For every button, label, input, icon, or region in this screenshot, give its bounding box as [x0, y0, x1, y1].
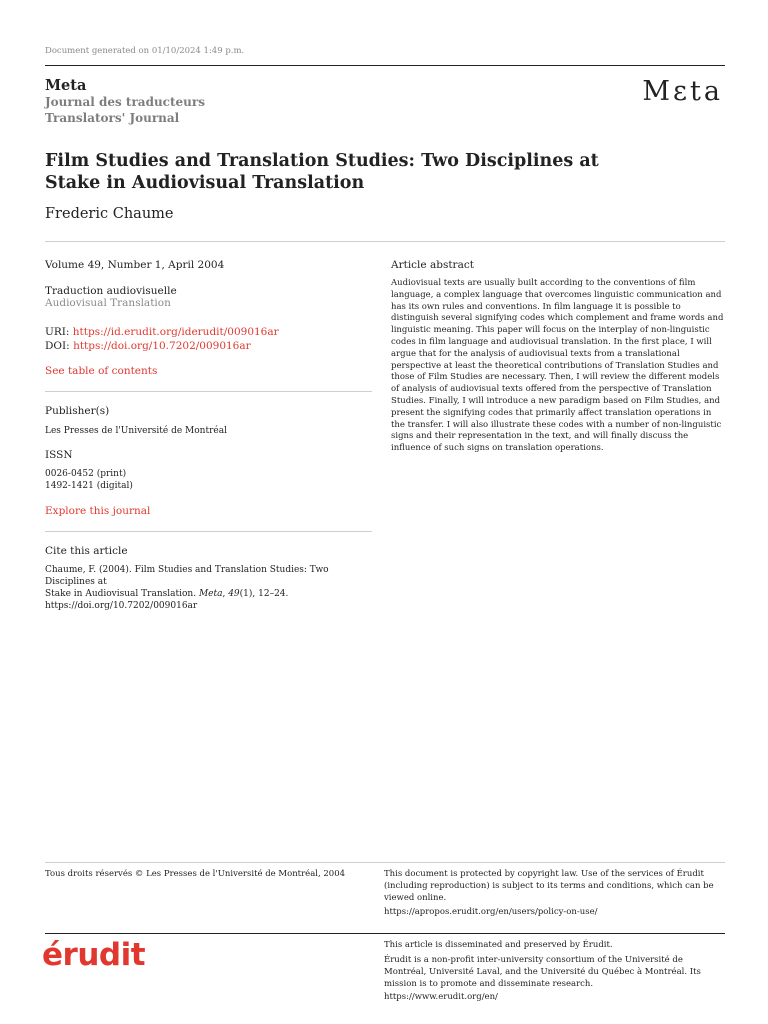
issn-digital: 1492-1421 (digital) [45, 481, 133, 491]
footer-divider [45, 862, 725, 863]
publisher-name: Les Presses de l'Université de Montréal [45, 426, 227, 436]
issn-heading: ISSN [45, 449, 73, 461]
table-of-contents-link[interactable]: See table of contents [45, 365, 158, 377]
doi-link[interactable]: https://doi.org/10.7202/009016ar [73, 340, 251, 352]
journal-name: Meta [45, 77, 87, 94]
abstract-text: Audiovisual texts are usually built according to the conventions of film language, a complex language that overcomes linguistic communication and has its own rules and conventions. In film language it is possible to distinguish several signifying codes which complement and frame words and linguistic meaning. This paper will focus on the interplay of non-linguistic codes in film language and audiovisual translation. In the first place, I will argue that for the analysis of audiovisual texts from a translational perspective at least the theoretical contributions of Translation Studies and those of Film Studies are necessary. Then, I will review the different models of analysis of audiovisual texts offered from the perspective of Translation Studies. Finally, I will introduce a new paradigm based on Film Studies, and present the signifying codes that primarily affect translation operations in the transfer. I will also illustrate these codes with a number of non-linguistic signs and their representation in the text, and will finally discuss the influence of such signs on translation operations. [391, 278, 724, 454]
doi-label: DOI: [45, 340, 70, 352]
volume-info: Volume 49, Number 1, April 2004 [45, 259, 225, 271]
section-en: Audiovisual Translation [45, 297, 171, 309]
left-divider-1 [45, 391, 372, 392]
cite-heading: Cite this article [45, 545, 128, 557]
footer-divider-2 [45, 933, 725, 934]
publisher-heading: Publisher(s) [45, 405, 110, 417]
uri-label: URI: [45, 326, 70, 338]
meta-logo: Mεta [642, 76, 723, 107]
abstract-heading: Article abstract [391, 259, 474, 271]
section-fr: Traduction audiovisuelle [45, 285, 177, 297]
citation [45, 564, 375, 612]
disseminated-notice: This article is disseminated and preserved by Érudit. [384, 940, 613, 950]
generated-date: Document generated on 01/10/2024 1:49 p.m. [45, 46, 245, 56]
citation-line-1: Chaume, F. (2004). Film Studies and Translation Studies: Two Disciplines at [45, 565, 329, 587]
left-divider-2 [45, 531, 372, 532]
article-author: Frederic Chaume [45, 206, 174, 222]
uri-row [45, 326, 279, 338]
erudit-logo: érudit [42, 937, 146, 973]
journal-subtitle-fr: Journal des traducteurs [45, 95, 205, 109]
citation-doi: https://doi.org/10.7202/009016ar [45, 601, 198, 611]
article-title: Film Studies and Translation Studies: Two Disciplines at Stake in Audiovisual Translation [45, 151, 599, 193]
copyright-notice: Tous droits réservés © Les Presses de l'Université de Montréal, 2004 [45, 869, 346, 879]
consortium-notice: Érudit is a non-profit inter-university consortium of the Université de Montréal, Université Laval, and the Université du Québec à Montréal. Its mission is to promote and disseminate research. [384, 955, 701, 989]
journal-subtitle-en: Translators' Journal [45, 111, 180, 125]
issn-print: 0026-0452 (print) [45, 469, 127, 479]
erudit-link[interactable]: https://www.erudit.org/en/ [384, 992, 498, 1002]
citation-line-2: Stake in Audiovisual Translation. Meta, 49(1), 12–24. [45, 589, 289, 599]
policy-link[interactable]: https://apropos.erudit.org/en/users/policy-on-use/ [384, 907, 598, 917]
protection-notice: This document is protected by copyright law. Use of the services of Érudit (including reproduction) is subject to its terms and conditions, which can be viewed online. [384, 869, 714, 903]
header-divider [45, 65, 725, 66]
explore-journal-link[interactable]: Explore this journal [45, 505, 151, 517]
title-divider [45, 241, 725, 242]
uri-link[interactable]: https://id.erudit.org/iderudit/009016ar [72, 326, 279, 338]
doi-row [45, 340, 251, 352]
